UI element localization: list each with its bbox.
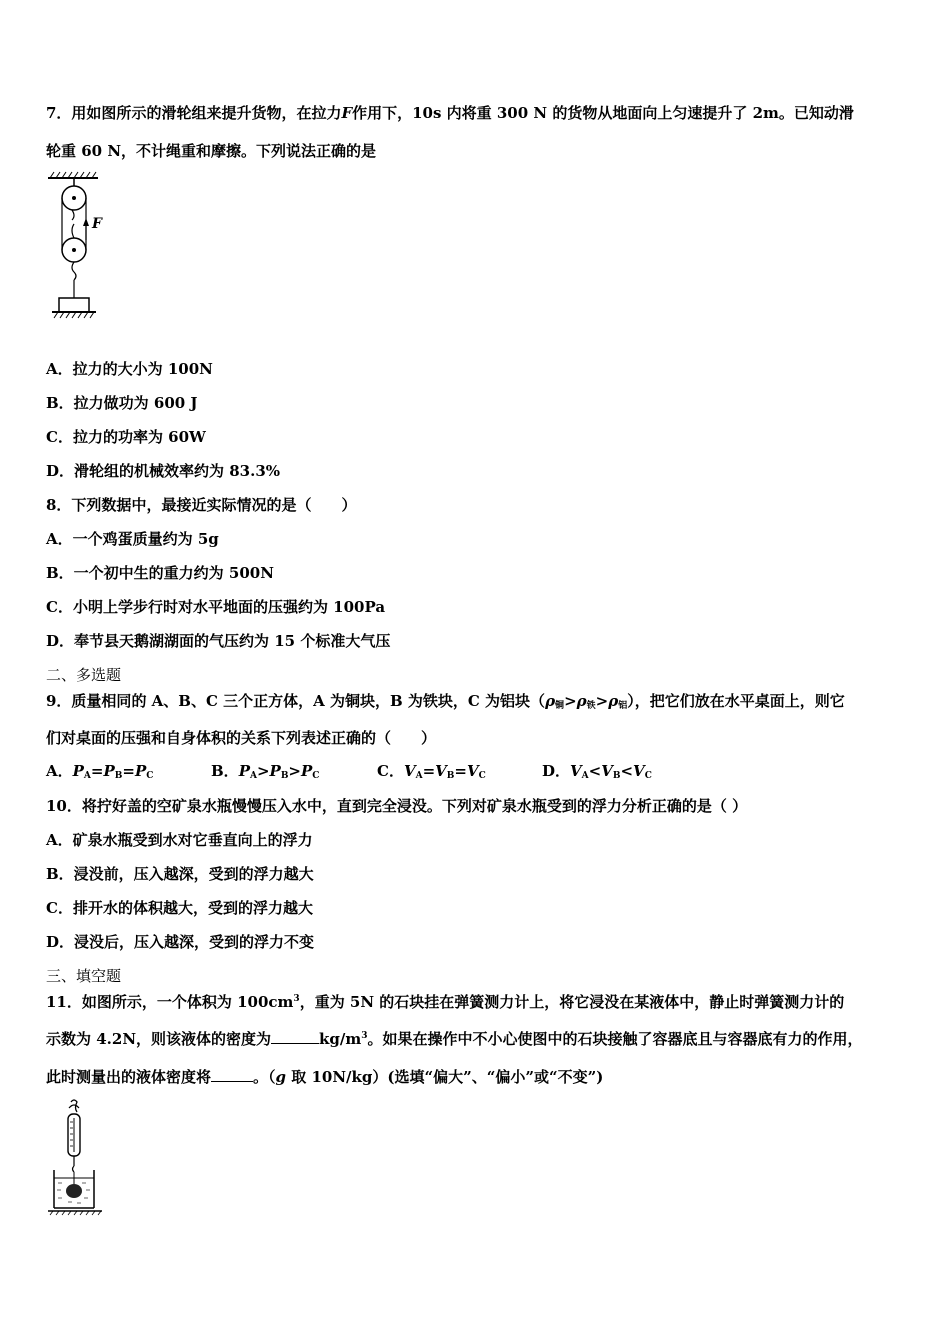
q9-stem-line2: 们对桌面的压强和自身体积的关系下列表述正确的（ ） (46, 729, 437, 747)
q10-stem: 10．将拧好盖的空矿泉水瓶慢慢压入水中，直到完全浸没。下列对矿泉水瓶受到的浮力分析正确的是（ ） (46, 797, 748, 815)
q7-option-d[interactable]: D．滑轮组的机械效率约为 83.3% (46, 462, 281, 480)
q10-option-d[interactable]: D．浸没后，压入越深，受到的浮力不变 (46, 933, 315, 951)
q11-stem-line1: 11．如图所示，一个体积为 $100cm^3$，重为 5N 的石块挂在弹簧测力计上，将它浸没在某液体中，静止时弹簧测力计的 (46, 993, 845, 1011)
q10-option-b[interactable]: B．浸没前，压入越深，受到的浮力越大 (46, 865, 314, 883)
q7-stem-line2: 轮重 60 N，不计绳重和摩擦。下列说法正确的是 (46, 142, 377, 160)
q11-stem-line3: 此时测量出的液体密度将 。（g 取 10N/kg）(选填“偏大”、“偏小”或“不变”) (46, 1068, 604, 1086)
q7-option-a[interactable]: A．拉力的大小为 100N (46, 360, 213, 378)
q7-stem-line1: 7．用如图所示的滑轮组来提升货物，在拉力F作用下，10s 内将重 300 N 的货物从地面向上匀速提升了 2m。已知动滑 (46, 104, 854, 122)
q7-option-c[interactable]: C．拉力的功率为 60W (46, 428, 206, 446)
measurement-answer-blank[interactable] (211, 1067, 253, 1082)
density-answer-blank[interactable] (271, 1029, 319, 1044)
q9-stem-line1: 9．质量相同的 A、B、C 三个正方体，A 为铜块，B 为铁块，C 为铝块$(\rho_铜>\rho_铁>\rho_铝)$，把它们放在水平桌面上，则它 (46, 692, 845, 711)
q9-option-c[interactable]: C．$V_A=V_B=V_C$ (377, 762, 486, 781)
q8-option-a[interactable]: A．一个鸡蛋质量约为 5g (46, 530, 219, 548)
force-label: F (92, 216, 102, 232)
q10-option-c[interactable]: C．排开水的体积越大，受到的浮力越大 (46, 899, 313, 917)
q9-option-b[interactable]: B．$P_A>P_B>P_C$ (211, 762, 320, 781)
q8-option-c[interactable]: C．小明上学步行时对水平地面的压强约为 100Pa (46, 598, 386, 616)
spring-scale-beaker-figure (44, 1098, 108, 1216)
q8-option-d[interactable]: D．奉节县天鹅湖湖面的气压约为 15 个标准大气压 (46, 632, 391, 650)
q9-option-d[interactable]: D．$V_A<V_B<V_C$ (542, 762, 652, 781)
q8-stem: 8．下列数据中，最接近实际情况的是（ ） (46, 496, 357, 514)
q10-option-a[interactable]: A．矿泉水瓶受到水对它垂直向上的浮力 (46, 831, 313, 849)
pulley-system-figure (40, 170, 120, 325)
q7-option-b[interactable]: B．拉力做功为 600 J (46, 394, 198, 412)
section-heading-fill-in: 三、填空题 (46, 967, 122, 985)
q8-option-b[interactable]: B．一个初中生的重力约为 500N (46, 564, 274, 582)
q11-stem-line2: 示数为 4.2N，则该液体的密度为 $kg/m^3$。如果在操作中不小心使图中的石块接触了容器底且与容器底有力的作用， (46, 1030, 863, 1048)
q9-option-a[interactable]: A．$P_A=P_B=P_C$ (46, 762, 154, 781)
section-heading-multiple-choice: 二、多选题 (46, 666, 122, 684)
